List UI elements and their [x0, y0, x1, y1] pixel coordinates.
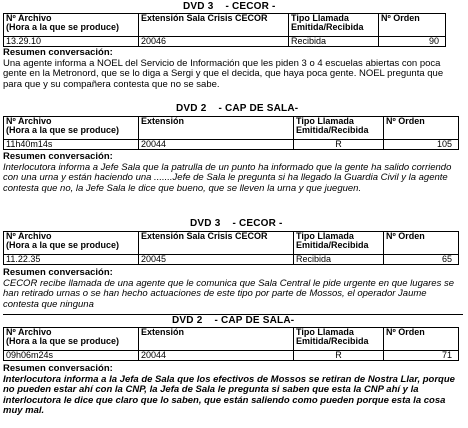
extension-header: Extensión [139, 328, 294, 351]
tipo-header: Tipo Llamada Emitida/Recibida [289, 14, 379, 37]
record-1-table [3, 13, 446, 47]
record-1-summary [3, 48, 453, 100]
archivo-header: Nº Archivo (Hora a la que se produce) [4, 117, 139, 140]
record-4-table [3, 327, 459, 361]
archivo-value: 09h06m24s [4, 351, 139, 361]
record-2-table [3, 116, 459, 150]
tipo-value: R [294, 351, 384, 361]
record-4-dvd: DVD 2 [172, 315, 203, 326]
orden-value: 90 [379, 37, 446, 47]
record-3-table [3, 231, 459, 265]
extension-value: 20044 [139, 351, 294, 361]
record-1-dvd: DVD 3 [183, 1, 214, 12]
record-4-summary [3, 364, 465, 426]
extension-value: 20044 [139, 140, 294, 150]
tipo-value: R [294, 140, 384, 150]
tipo-header: Tipo Llamada Emitida/Recibida [294, 117, 384, 140]
record-2-summary [3, 152, 463, 215]
record-2-heading [176, 104, 298, 114]
record-4-section: - CAP DE SALA- [214, 315, 295, 326]
record-3-summary [3, 268, 463, 315]
record-3-heading [190, 219, 283, 229]
orden-header: Nº Orden [384, 117, 459, 140]
archivo-value: 13.29.10 [4, 37, 139, 47]
record-1-section: - CECOR - [225, 1, 276, 12]
archivo-value: 11.22.35 [4, 255, 139, 265]
extension-header: Extensión [139, 117, 294, 140]
orden-header: Nº Orden [384, 328, 459, 351]
archivo-header: Nº Archivo (Hora a la que se produce) [4, 232, 139, 255]
orden-value: 71 [384, 351, 459, 361]
extension-value: 20045 [139, 255, 294, 265]
tipo-value: Recibida [289, 37, 379, 47]
record-1-heading [183, 2, 276, 12]
summary-text: Interlocutora informa a la Jefa de Sala que los efectivos de Mossos se retiran de Nostra Llar, porque no pueden estar ahí con la CNP, la Jefa de Sala le pregunta si saben que esta la CNP ahí y la interlocutora le dice que claro que lo saben, que están saliendo como pueden porque esta la cosa muy mal. [3, 373, 455, 417]
summary-text: Una agente informa a NOEL del Servicio de Información que les piden 3 o 4 escuelas abiertas con poca gente en la Metronord, que se lo diga a Sergi y que el decida, que haya poca gente. NOEL pregunta que para que y su compañera contesta que no se sabe. [3, 57, 444, 90]
extension-header: Extensión Sala Crisis CECOR [139, 14, 289, 37]
tipo-value: Recibida [294, 255, 384, 265]
summary-title: Resumen conversación: [3, 152, 113, 162]
summary-text: Interlocutora informa a Jefe Sala que la patrulla de un punto ha informado que la gente ha salido corriendo con una urna y están haciendo una .......Jefe de Sala le pregunta si ha llegado la Guardia Civil y la agente contesta que no, la Jefe Sala le dice que bueno, que se lleven la urna y que jueguen. [3, 161, 452, 194]
archivo-value: 11h40m14s [4, 140, 139, 150]
record-2-dvd: DVD 2 [176, 103, 207, 114]
summary-title: Resumen conversación: [3, 268, 113, 278]
extension-value: 20046 [139, 37, 289, 47]
archivo-header: Nº Archivo (Hora a la que se produce) [4, 328, 139, 351]
orden-value: 65 [384, 255, 459, 265]
tipo-header: Tipo Llamada Emitida/Recibida [294, 328, 384, 351]
record-4-heading [172, 316, 294, 326]
record-2-section: - CAP DE SALA- [218, 103, 299, 114]
summary-title: Resumen conversación: [3, 48, 113, 58]
orden-header: Nº Orden [384, 232, 459, 255]
summary-text: CECOR recibe llamada de una agente que le comunica que Sala Central le pide urgente en que lugares se han retirado urnas o se han hecho actuaciones de este tipo por parte de Mossos, el operador Jaume contesta que ninguna [3, 277, 455, 310]
extension-header: Extensión Sala Crisis CECOR [139, 232, 294, 255]
orden-value: 105 [384, 140, 459, 150]
archivo-header: Nº Archivo (Hora a la que se produce) [4, 14, 139, 37]
orden-header: Nº Orden [379, 14, 446, 37]
record-3-section: - CECOR - [232, 218, 283, 229]
record-3-dvd: DVD 3 [190, 218, 221, 229]
summary-title: Resumen conversación: [3, 364, 113, 374]
tipo-header: Tipo Llamada Emitida/Recibida [294, 232, 384, 255]
